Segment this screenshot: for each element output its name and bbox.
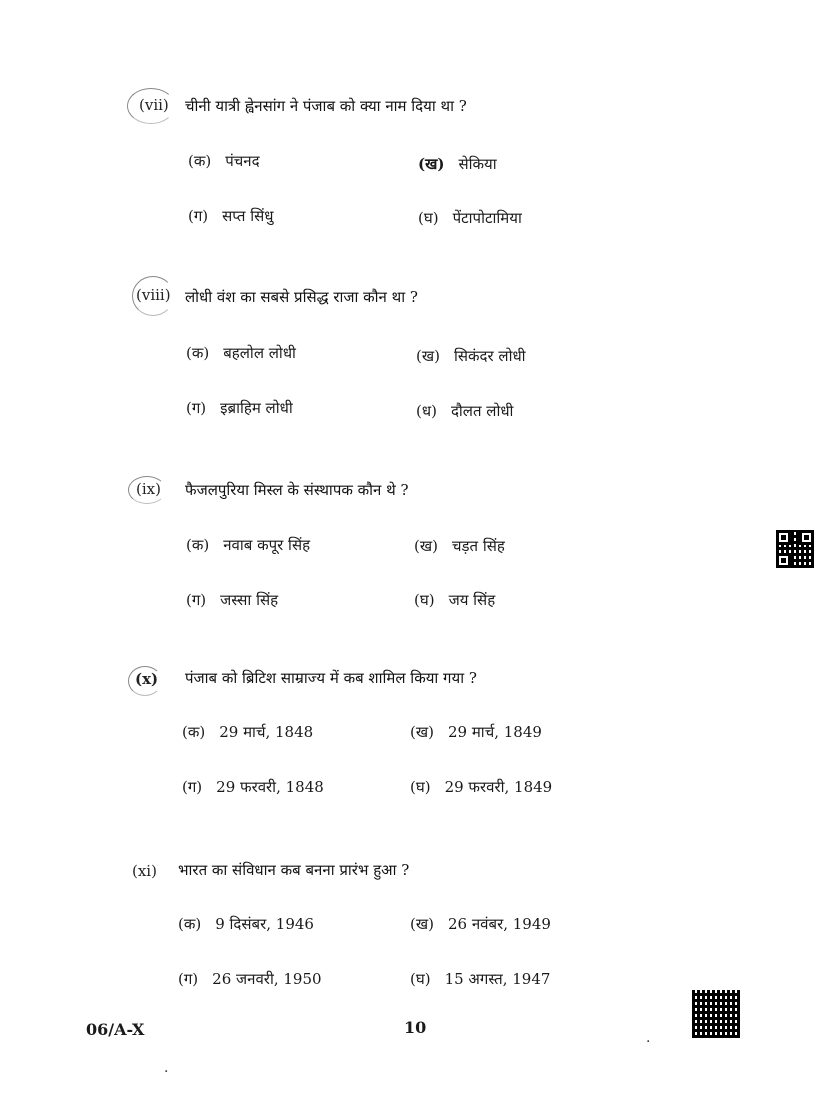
option-label: (ख): [410, 723, 434, 741]
option-text: जय सिंह: [448, 591, 496, 609]
question-number: (xi): [132, 862, 157, 880]
qr-finder: [799, 530, 814, 545]
option-text: 26 नवंबर, 1949: [447, 915, 551, 933]
question-number: (viii): [136, 286, 171, 304]
option-ka[interactable]: [186, 343, 296, 363]
option-label: (ग): [178, 970, 199, 988]
question-vii: [0, 88, 826, 268]
option-label: (ग): [186, 399, 207, 417]
question-text: फैजलपुरिया मिस्ल के संस्थापक कौन थे ?: [185, 481, 409, 499]
option-text: 29 फरवरी, 1849: [444, 778, 553, 796]
option-label: (क): [188, 152, 212, 170]
question-x: [0, 664, 826, 844]
option-text: 29 मार्च, 1849: [447, 723, 542, 741]
option-text: चड़त सिंह: [451, 537, 505, 555]
option-label: (क): [182, 723, 206, 741]
option-ka[interactable]: [182, 722, 313, 742]
option-text: सिकंदर लोधी: [453, 347, 526, 365]
option-text: जस्सा सिंह: [220, 591, 279, 609]
option-label: (ख): [416, 347, 440, 365]
qr-finder: [776, 530, 791, 545]
option-gha[interactable]: [410, 777, 552, 797]
page-number: 10: [404, 1018, 427, 1037]
option-label: (घ): [414, 591, 435, 609]
stray-dot: ·: [646, 1034, 651, 1050]
option-text: पेंटापोटामिया: [452, 209, 522, 227]
option-gha[interactable]: [418, 208, 522, 228]
option-text: सेकिया: [458, 155, 497, 173]
option-label: (ख): [414, 537, 438, 555]
option-text: दौलत लोधी: [450, 402, 514, 420]
option-text: 26 जनवरी, 1950: [212, 970, 322, 988]
option-text: 9 दिसंबर, 1946: [215, 915, 314, 933]
option-gha[interactable]: [410, 969, 550, 989]
option-label: (ध): [416, 402, 437, 420]
option-text: 15 अगस्त, 1947: [444, 970, 551, 988]
option-label: (ग): [182, 778, 203, 796]
option-ka[interactable]: [186, 535, 310, 555]
qr-finder: [776, 553, 791, 568]
option-text: सप्त सिंधु: [222, 207, 274, 225]
option-kha[interactable]: [414, 536, 505, 556]
question-text: भारत का संविधान कब बनना प्रारंभ हुआ ?: [178, 861, 410, 879]
option-text: बहलोल लोधी: [223, 344, 296, 362]
barcode-icon: [692, 990, 740, 1038]
option-text: इब्राहिम लोधी: [220, 399, 293, 417]
question-number: (ix): [136, 480, 161, 498]
question-text: पंजाब को ब्रिटिश साम्राज्य में कब शामिल किया गया ?: [185, 669, 477, 687]
option-ka[interactable]: [178, 914, 314, 934]
option-label: (क): [186, 536, 210, 554]
question-number: (vii): [139, 96, 169, 114]
question-text: लोधी वंश का सबसे प्रसिद्ध राजा कौन था ?: [185, 288, 418, 306]
option-ga[interactable]: [188, 206, 274, 226]
question-viii: [0, 280, 826, 460]
option-label: (घ): [418, 209, 439, 227]
question-number: (x): [135, 670, 159, 688]
stray-dot: ·: [164, 1064, 169, 1080]
option-text: 29 मार्च, 1848: [219, 723, 314, 741]
option-text: पंचनद: [225, 152, 260, 170]
option-kha[interactable]: [410, 914, 551, 934]
option-ga[interactable]: [186, 398, 293, 418]
question-ix: [0, 474, 826, 654]
option-ga[interactable]: [182, 777, 324, 797]
option-label: (क): [178, 915, 202, 933]
option-kha[interactable]: [410, 722, 542, 742]
option-label: (घ): [410, 778, 431, 796]
paper-code: 06/A-X: [86, 1020, 145, 1039]
option-label: (क): [186, 344, 210, 362]
option-label: (ग): [186, 591, 207, 609]
option-ga[interactable]: [186, 590, 278, 610]
option-label: (घ): [410, 970, 431, 988]
option-ka[interactable]: [188, 151, 260, 171]
option-gha[interactable]: [414, 590, 495, 610]
qr-code-icon: [776, 530, 814, 568]
option-kha[interactable]: [416, 346, 526, 366]
option-text: नवाब कपूर सिंह: [223, 536, 311, 554]
option-text: 29 फरवरी, 1848: [216, 778, 324, 796]
option-label: (ख): [410, 915, 434, 933]
option-ga[interactable]: [178, 969, 322, 989]
question-text: चीनी यात्री ह्वेनसांग ने पंजाब को क्या नाम दिया था ?: [185, 97, 467, 115]
option-label: (ख): [418, 155, 445, 173]
option-label: (ग): [188, 207, 209, 225]
option-kha[interactable]: [418, 154, 497, 174]
option-gha[interactable]: [416, 401, 513, 421]
